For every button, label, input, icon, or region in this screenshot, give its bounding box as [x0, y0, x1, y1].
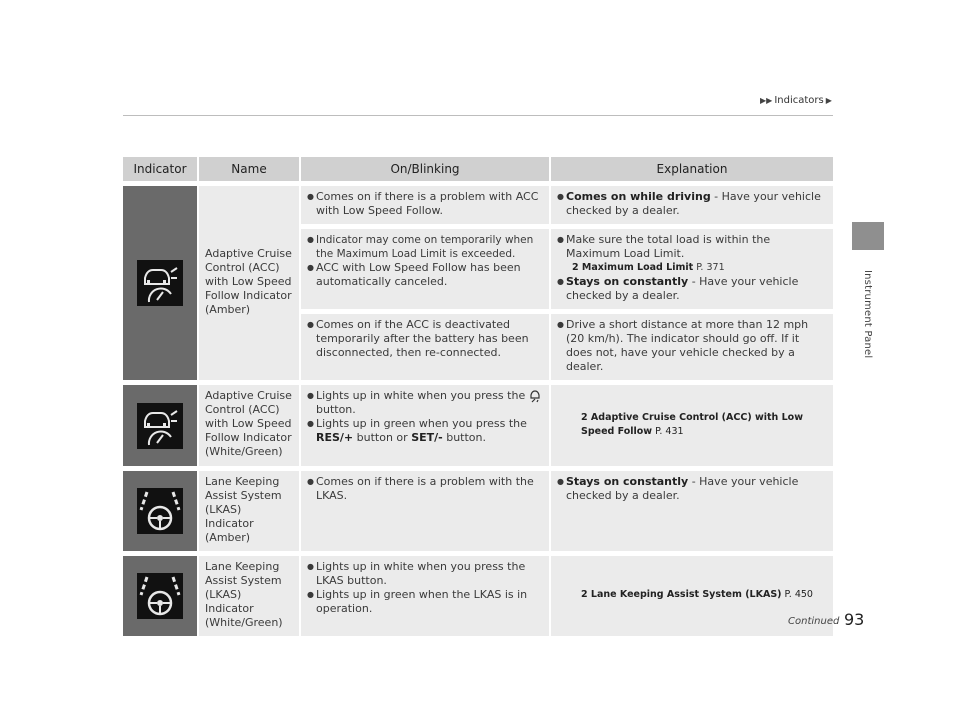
header-name: Name [197, 157, 299, 181]
double-chevron-icon: ▶▶ [760, 96, 773, 105]
list-item [307, 417, 543, 445]
on-blinking-cell [299, 551, 549, 636]
list-item: ● Indicator may come on temporarily when the Maximum Load Limit is exceeded. [307, 233, 543, 261]
explanation-cell [549, 309, 833, 380]
header-divider [123, 115, 833, 116]
header-explanation: Explanation [549, 157, 833, 181]
lkas-icon [137, 573, 183, 619]
breadcrumb-label[interactable]: Indicators [774, 95, 824, 106]
list-item: ● Lights up in white when you press the LKAS button. [307, 560, 543, 588]
list-item [557, 190, 827, 218]
reference-arrow-icon: 2 [581, 411, 591, 423]
indicator-image-cell [123, 380, 197, 466]
reference-page: P. 371 [696, 262, 725, 273]
on-text: button. [316, 403, 356, 416]
on-text: button or [353, 431, 412, 444]
list-item: ● Lights up in green when the LKAS is in operation. [307, 588, 543, 616]
on-blinking-cell [299, 181, 549, 224]
acc-low-speed-follow-icon [137, 260, 183, 306]
indicator-image-cell [123, 181, 197, 380]
table-row [123, 466, 833, 551]
header-indicator: Indicator [123, 157, 197, 181]
on-blinking-cell [299, 309, 549, 380]
reference-page: P. 450 [784, 589, 813, 600]
explanation-cell [549, 380, 833, 466]
section-tab-label: Instrument Panel [862, 270, 873, 359]
on-text: Lights up in white when you press the [316, 389, 529, 402]
reference-title: Lane Keeping Assist System (LKAS) [590, 589, 782, 600]
cross-reference[interactable] [581, 588, 827, 602]
page-number: 93 [844, 610, 865, 629]
indicator-name: Lane Keeping Assist System (LKAS) Indicator (White/Green) [197, 551, 299, 636]
indicator-image-cell [123, 551, 197, 636]
header-on-blinking: On/Blinking [299, 157, 549, 181]
explanation-text: - Have your vehicle checked by a dealer. [566, 190, 821, 217]
table-row [123, 380, 833, 466]
emphasis-text: Stays on constantly [566, 275, 689, 288]
cross-reference[interactable] [581, 411, 827, 439]
list-item: ● ACC with Low Speed Follow has been automatically canceled. [307, 261, 543, 289]
button-name: RES/+ [316, 431, 354, 444]
explanation-cell [549, 466, 833, 551]
acc-button-icon [529, 389, 541, 403]
reference-title: Adaptive Cruise Control (ACC) with Low Speed Follow [581, 411, 803, 437]
emphasis-text: Comes on while driving [566, 190, 711, 203]
list-item: ● Comes on if the ACC is deactivated temporarily after the battery has been disconnected, then re-connected. [307, 318, 543, 360]
reference-arrow-icon: 2 [572, 262, 582, 273]
indicator-name: Adaptive Cruise Control (ACC) with Low Speed Follow Indicator (White/Green) [197, 380, 299, 466]
acc-low-speed-follow-icon [137, 403, 183, 449]
reference-arrow-icon: 2 [581, 589, 591, 600]
reference-title: Maximum Load Limit [581, 262, 694, 273]
continued-label: Continued [788, 616, 840, 627]
list-item [557, 475, 827, 503]
breadcrumb [760, 95, 832, 106]
indicator-table [123, 157, 833, 636]
list-item: ● Comes on if there is a problem with the LKAS. [307, 475, 543, 503]
explanation-text: - Have your vehicle checked by a dealer. [566, 275, 799, 302]
on-blinking-cell [299, 224, 549, 309]
on-text: button. [442, 431, 486, 444]
on-text: Lights up in green when you press the [316, 417, 527, 430]
indicator-name: Lane Keeping Assist System (LKAS) Indicator (Amber) [197, 466, 299, 551]
list-item: ● Comes on if there is a problem with ACC with Low Speed Follow. [307, 190, 543, 218]
explanation-text: - Have your vehicle checked by a dealer. [566, 475, 799, 502]
lkas-icon [137, 488, 183, 534]
cross-reference[interactable] [566, 261, 827, 275]
table-row [123, 551, 833, 636]
indicator-name: Adaptive Cruise Control (ACC) with Low Speed Follow Indicator (Amber) [197, 181, 299, 380]
table-row [123, 181, 833, 224]
list-item [557, 275, 827, 303]
button-name: SET/- [411, 431, 443, 444]
explanation-cell [549, 224, 833, 309]
indicator-image-cell [123, 466, 197, 551]
emphasis-text: Stays on constantly [566, 475, 689, 488]
section-tab-marker [852, 222, 884, 250]
list-item: ● Drive a short distance at more than 12 mph (20 km/h). The indicator should go off. If it does not, have your vehicle checked by a dealer. [557, 318, 827, 374]
list-item [557, 233, 827, 275]
table-header-row [123, 157, 833, 181]
explanation-text: Make sure the total load is within the Maximum Load Limit. [566, 233, 771, 260]
chevron-right-icon: ▶ [825, 96, 832, 105]
list-item [307, 389, 543, 417]
reference-page: P. 431 [655, 425, 684, 437]
explanation-cell [549, 181, 833, 224]
on-blinking-cell [299, 380, 549, 466]
on-blinking-cell [299, 466, 549, 551]
